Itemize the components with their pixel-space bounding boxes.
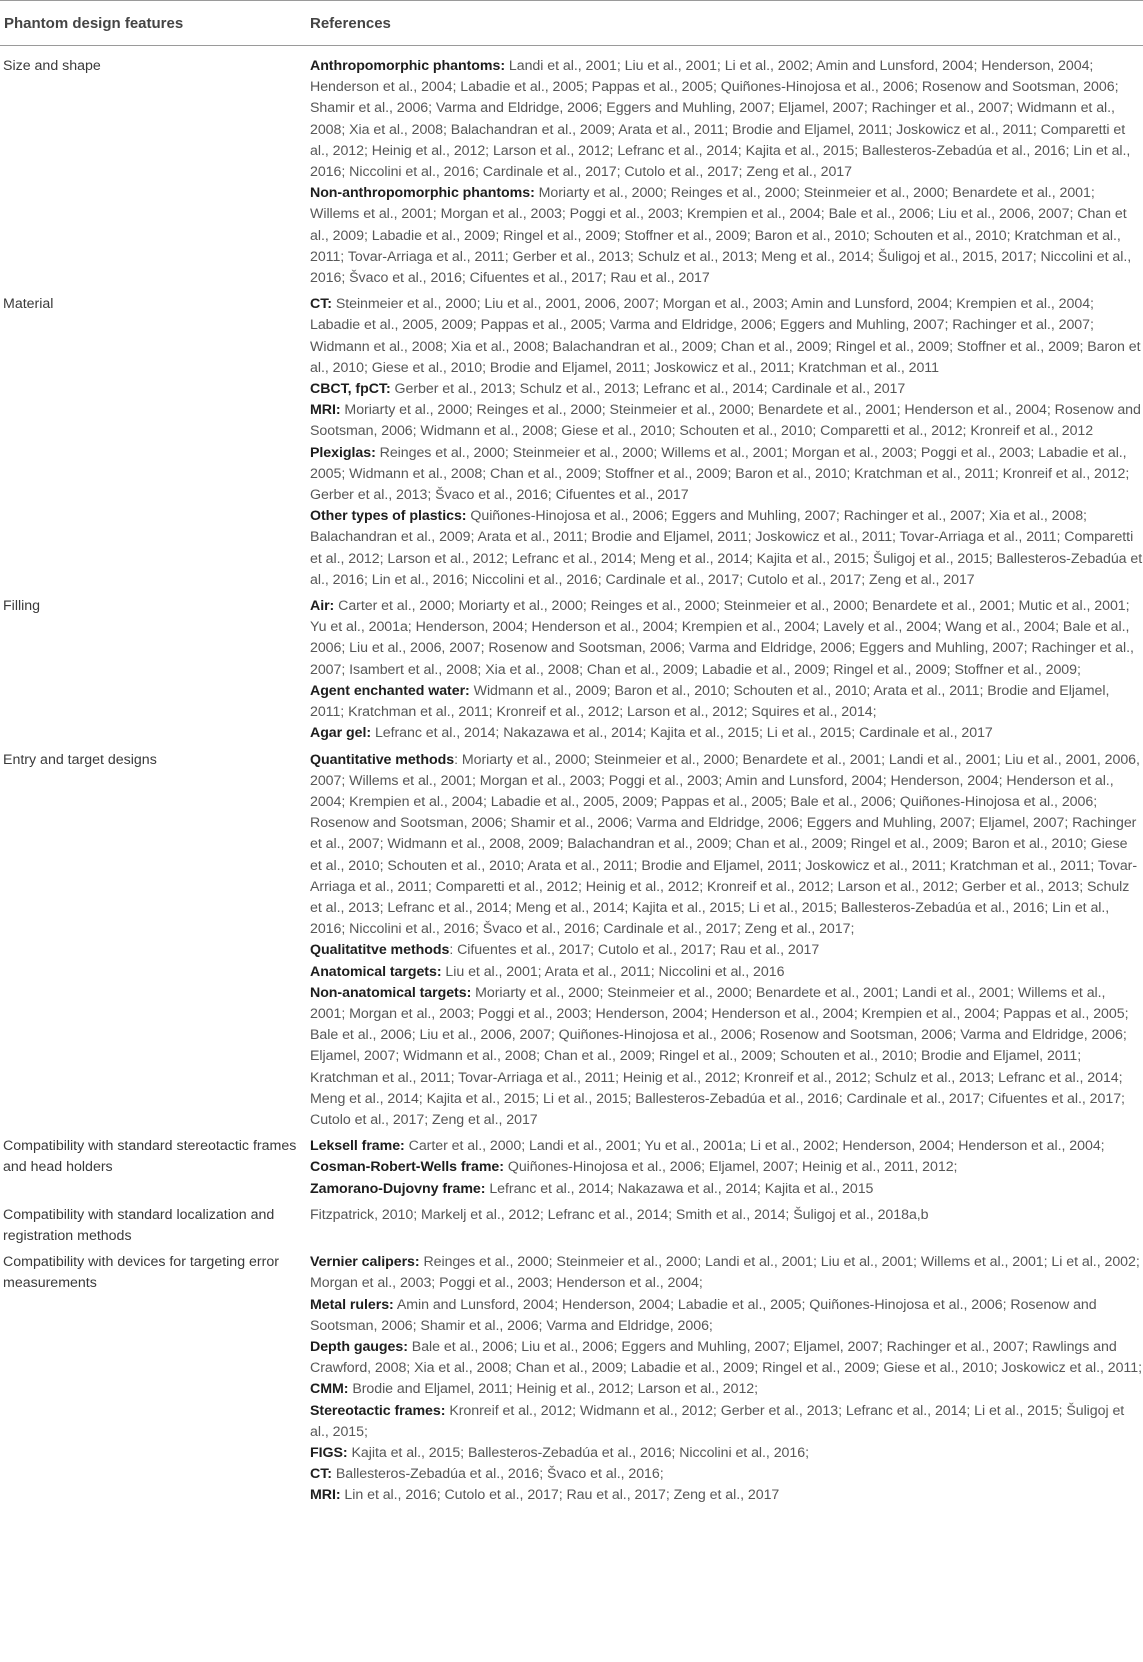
reference-citations: : Moriarty et al., 2000; Steinmeier et al., 2000; Benardete et al., 2001; Landi et al., 2001; Liu et al., 2001, 2006, 2007; Willems et al., 2001; Morgan et al., 2003; Poggi et al., 2003; Amin and Lunsford, 2004; Henderson, 2004; Henderson et al., 2004; Krempien et al., 2004; Labadie et al., 2005, 2009; Pappas et al., 2005; Bale et al., 2006; Quiñones-Hinojosa et al., 2006; Rosenow and Sootsman, 2006; Shamir et al., 2006; Varma and Eldridge, 2006; Eggers and Muhling, 2007; Eljamel, 2007; Rachinger et al., 2007; Widmann et al., 2008, 2009; Balachandran et al., 2009; Chan et al., 2009; Ringel et al., 2009; Baron et al., 2010; Giese et al., 2010; Schouten et al., 2010; Arata et al., 2011; Brodie and Eljamel, 2011; Joskowicz et al., 2011; Kratchman et al., 2011; Tovar-Arriaga et al., 2011; Comparetti et al., 2012; Heinig et al., 2012; Kronreif et al., 2012; Larson et al., 2012; Gerber et al., 2013; Schulz et al., 2013; Lefranc et al., 2014; Meng et al., 2014; Kajita et al., 2015; Li et al., 2015; Ballesteros-Zebadúa et al., 2016; Lin et al., 2016; Niccolini et al., 2016; Švaco et al., 2016; Cardinale et al., 2017; Zeng et al., 2017; [310, 751, 1140, 938]
reference-citations: Kronreif et al., 2012; Widmann et al., 2012; Gerber et al., 2013; Lefranc et al., 2014; Li et al., 2015; Šuligoj et al., 2015; [310, 1402, 1125, 1440]
feature-cell: Entry and target designs [3, 751, 157, 768]
reference-entry [310, 723, 1143, 744]
reference-citations: Quiñones-Hinojosa et al., 2006; Eggers and Muhling, 2007; Rachinger et al., 2007; Xia et al., 2008; Balachandran et al., 2009; Arata et al., 2011; Brodie and Eljamel, 2011; Joskowicz et al., 2011; Tovar-Arriaga et al., 2011; Comparetti et al., 2012; Larson et al., 2012; Lefranc et al., 2014; Meng et al., 2014; Kajita et al., 2015; Šuligoj et al., 2015; Ballesteros-Zebadúa et al., 2016; Lin et al., 2016; Niccolini et al., 2016; Cardinale et al., 2017; Cutolo et al., 2017; Zeng et al., 2017 [310, 508, 1143, 588]
reference-citations: Ballesteros-Zebadúa et al., 2016; Švaco et al., 2016; [331, 1466, 664, 1483]
table-row [0, 289, 1143, 591]
reference-entry [310, 1136, 1143, 1157]
reference-citations: Carter et al., 2000; Landi et al., 2001; Yu et al., 2001a; Li et al., 2002; Henderson, 2004; Henderson et al., 2004; [404, 1138, 1105, 1155]
reference-entry [310, 1443, 1143, 1464]
reference-category-label: Other types of plastics: [310, 508, 467, 525]
reference-entry [310, 1379, 1143, 1400]
table-header [0, 1, 1143, 46]
reference-category-label: Qualitatitve methods [310, 942, 450, 959]
reference-category-label: Vernier calipers: [310, 1254, 420, 1271]
reference-entry [310, 506, 1143, 591]
reference-citations: Lefranc et al., 2014; Nakazawa et al., 2014; Kajita et al., 2015; Li et al., 2015; Cardinale et al., 2017 [371, 725, 993, 742]
reference-citations: Gerber et al., 2013; Schulz et al., 2013; Lefranc et al., 2014; Cardinale et al., 2017 [390, 381, 906, 398]
reference-entry [310, 294, 1143, 379]
reference-category-label: Depth gauges: [310, 1338, 408, 1355]
reference-category-label: Cosman-Robert-Wells frame: [310, 1159, 504, 1176]
reference-category-label: MRI: [310, 402, 341, 419]
table-row [0, 745, 1143, 1132]
reference-entry [310, 443, 1143, 507]
reference-category-label: Agar gel: [310, 725, 372, 742]
feature-cell: Compatibility with standard stereotactic frames and head holders [3, 1138, 297, 1176]
column-header-features: Phantom design features [0, 1, 310, 46]
reference-citations: Moriarty et al., 2000; Reinges et al., 2000; Steinmeier et al., 2000; Benardete et al., 2001; Willems et al., 2001; Morgan et al., 2003; Poggi et al., 2003; Krempien et al., 2004; Bale et al., 2006; Liu et al., 2006, 2007; Chan et al., 2009; Labadie et al., 2009; Ringel et al., 2009; Stoffner et al., 2009; Baron et al., 2010; Schouten et al., 2010; Kratchman et al., 2011; Tovar-Arriaga et al., 2011; Gerber et al., 2013; Schulz et al., 2013; Meng et al., 2014; Šuligoj et al., 2015, 2017; Niccolini et al., 2016; Švaco et al., 2016; Cifuentes et al., 2017; Rau et al., 2017 [310, 185, 1132, 287]
references-cell [310, 745, 1143, 1132]
reference-citations: Widmann et al., 2009; Baron et al., 2010; Schouten et al., 2010; Arata et al., 2011; Brodie and Eljamel, 2011; Kratchman et al., 2011; Kronreif et al., 2012; Larson et al., 2012; Squires et al., 2014; [310, 682, 1110, 721]
reference-citations: Landi et al., 2001; Liu et al., 2001; Li et al., 2002; Amin and Lunsford, 2004; Henderson, 2004; Henderson et al., 2004; Labadie et al., 2005; Pappas et al., 2005; Quiñones-Hinojosa et al., 2006; Rosenow and Sootsman, 2006; Shamir et al., 2006; Varma and Eldridge, 2006; Eggers and Muhling, 2007; Eljamel, 2007; Rachinger et al., 2007; Widmann et al., 2008; Xia et al., 2008; Balachandran et al., 2009; Arata et al., 2011; Brodie and Eljamel, 2011; Joskowicz et al., 2011; Comparetti et al., 2012; Heinig et al., 2012; Larson et al., 2012; Lefranc et al., 2014; Kajita et al., 2015; Ballesteros-Zebadúa et al., 2016; Lin et al., 2016; Niccolini et al., 2016; Cardinale et al., 2017; Cutolo et al., 2017; Zeng et al., 2017 [310, 58, 1131, 181]
reference-category-label: CMM: [310, 1381, 349, 1398]
reference-category-label: MRI: [310, 1487, 341, 1504]
reference-citations: : Cifuentes et al., 2017; Cutolo et al., 2017; Rau et al., 2017 [449, 942, 820, 959]
reference-entry [310, 1464, 1143, 1485]
references-cell [310, 591, 1143, 744]
reference-citations: Moriarty et al., 2000; Reinges et al., 2000; Steinmeier et al., 2000; Benardete et al., 2001; Henderson et al., 2004; Rosenow and Sootsman, 2006; Widmann et al., 2008; Giese et al., 2010; Schouten et al., 2010; Comparetti et al., 2012; Kronreif et al., 2012 [310, 402, 1141, 440]
reference-category-label: Stereotactic frames: [310, 1402, 446, 1419]
reference-entry [310, 1252, 1143, 1294]
header-row [0, 1, 1143, 46]
reference-citations: Reinges et al., 2000; Steinmeier et al., 2000; Landi et al., 2001; Liu et al., 2001; Willems et al., 2001; Li et al., 2002; Morgan et al., 2003; Poggi et al., 2003; Henderson et al., 2004; [310, 1254, 1140, 1292]
reference-category-label: Air: [310, 598, 335, 615]
reference-entry [310, 962, 1143, 983]
references-cell [310, 1247, 1143, 1510]
reference-citations: Steinmeier et al., 2000; Liu et al., 2001, 2006, 2007; Morgan et al., 2003; Amin and Lunsford, 2004; Krempien et al., 2004; Labadie et al., 2005, 2009; Pappas et al., 2005; Varma and Eldridge, 2006; Eggers and Muhling, 2007; Rachinger et al., 2007; Widmann et al., 2008; Xia et al., 2008; Balachandran et al., 2009; Chan et al., 2009; Ringel et al., 2009; Stoffner et al., 2009; Baron et al., 2010; Giese et al., 2010; Brodie and Eljamel, 2011; Joskowicz et al., 2011; Kratchman et al., 2011 [310, 296, 1141, 376]
column-header-references: References [310, 1, 1143, 46]
reference-entry [310, 681, 1143, 723]
reference-citations: Reinges et al., 2000; Steinmeier et al., 2000; Willems et al., 2001; Morgan et al., 2003; Poggi et al., 2003; Labadie et al., 2005; Widmann et al., 2008; Chan et al., 2009; Stoffner et al., 2009; Baron et al., 2010; Kratchman et al., 2011; Kronreif et al., 2012; Gerber et al., 2013; Švaco et al., 2016; Cifuentes et al., 2017 [310, 444, 1130, 504]
reference-category-label: Zamorano-Dujovny frame: [310, 1180, 486, 1197]
reference-entry [310, 596, 1143, 681]
reference-category-label: CBCT, fpCT: [310, 381, 391, 398]
reference-category-label: CT: [310, 1466, 332, 1483]
reference-entry [310, 1485, 1143, 1506]
reference-category-label: CT: [310, 296, 332, 313]
reference-entry [310, 1179, 1143, 1200]
reference-entry [310, 1401, 1143, 1443]
reference-category-label: FIGS: [310, 1445, 348, 1461]
reference-citations: Kajita et al., 2015; Ballesteros-Zebadúa et al., 2016; Niccolini et al., 2016; [347, 1445, 809, 1461]
reference-category-label: Anatomical targets: [310, 963, 442, 980]
reference-citations: Lefranc et al., 2014; Nakazawa et al., 2014; Kajita et al., 2015 [485, 1180, 874, 1197]
reference-category-label: Agent enchanted water: [310, 682, 470, 699]
references-cell [310, 1200, 1143, 1247]
table-row [0, 1200, 1143, 1247]
reference-category-label: Plexiglas: [310, 444, 376, 461]
references-cell [310, 46, 1143, 290]
reference-citations: Bale et al., 2006; Liu et al., 2006; Eggers and Muhling, 2007; Eljamel, 2007; Rachinger et al., 2007; Rawlings and Crawford, 2008; Xia et al., 2008; Chan et al., 2009; Labadie et al., 2009; Ringel et al., 2009; Giese et al., 2010; Joskowicz et al., 2011; [310, 1338, 1142, 1377]
reference-category-label: Non-anatomical targets: [310, 984, 472, 1001]
references-cell [310, 1131, 1143, 1200]
reference-citations: Liu et al., 2001; Arata et al., 2011; Niccolini et al., 2016 [441, 963, 785, 980]
reference-citations: Amin and Lunsford, 2004; Henderson, 2004; Labadie et al., 2005; Quiñones-Hinojosa et al., 2006; Rosenow and Sootsman, 2006; Shamir et al., 2006; Varma and Eldridge, 2006; [310, 1296, 1097, 1334]
reference-entry [310, 56, 1143, 183]
reference-entry [310, 750, 1143, 941]
reference-category-label: Anthropomorphic phantoms: [310, 58, 505, 74]
reference-entry [310, 983, 1143, 1131]
feature-cell: Size and shape [3, 58, 101, 74]
reference-entry [310, 379, 1143, 400]
table-row [0, 591, 1143, 744]
table-row [0, 1247, 1143, 1510]
reference-entry [310, 1205, 1143, 1226]
feature-cell: Compatibility with devices for targeting error measurements [3, 1254, 279, 1292]
reference-citations: Quiñones-Hinojosa et al., 2006; Eljamel, 2007; Heinig et al., 2011, 2012; [503, 1159, 958, 1176]
reference-entry [310, 940, 1143, 961]
reference-citations: Brodie and Eljamel, 2011; Heinig et al., 2012; Larson et al., 2012; [348, 1381, 759, 1398]
feature-cell: Compatibility with standard localization and registration methods [3, 1206, 275, 1244]
table-row [0, 46, 1143, 290]
reference-citations: Moriarty et al., 2000; Steinmeier et al., 2000; Benardete et al., 2001; Landi et al., 2001; Willems et al., 2001; Morgan et al., 2003; Poggi et al., 2003; Henderson, 2004; Henderson et al., 2004; Krempien et al., 2004; Pappas et al., 2005; Bale et al., 2006; Liu et al., 2006, 2007; Quiñones-Hinojosa et al., 2006; Rosenow and Sootsman, 2006; Varma and Eldridge, 2006; Eljamel, 2007; Widmann et al., 2008; Chan et al., 2009; Ringel et al., 2009; Schouten et al., 2010; Brodie and Eljamel, 2011; Kratchman et al., 2011; Tovar-Arriaga et al., 2011; Heinig et al., 2012; Kronreif et al., 2012; Schulz et al., 2013; Lefranc et al., 2014; Meng et al., 2014; Kajita et al., 2015; Li et al., 2015; Ballesteros-Zebadúa et al., 2016; Cardinale et al., 2017; Cifuentes et al., 2017; Cutolo et al., 2017; Zeng et al., 2017 [310, 984, 1129, 1128]
feature-cell: Material [3, 296, 54, 313]
feature-cell: Filling [3, 598, 41, 615]
reference-citations: Lin et al., 2016; Cutolo et al., 2017; Rau et al., 2017; Zeng et al., 2017 [340, 1487, 780, 1504]
reference-citations: Carter et al., 2000; Moriarty et al., 2000; Reinges et al., 2000; Steinmeier et al., 2000; Benardete et al., 2001; Mutic et al., 2001; Yu et al., 2001a; Henderson, 2004; Henderson et al., 2004; Krempien et al., 2004; Lavely et al., 2004; Wang et al., 2004; Bale et al., 2006; Liu et al., 2006, 2007; Rosenow and Sootsman, 2006; Varma and Eldridge, 2006; Eggers and Muhling, 2007; Rachinger et al., 2007; Isambert et al., 2008; Xia et al., 2008; Chan et al., 2009; Labadie et al., 2009; Ringel et al., 2009; Stoffner et al., 2009; [310, 598, 1134, 678]
reference-category-label: Metal rulers: [310, 1296, 394, 1313]
reference-entry [310, 1295, 1143, 1337]
reference-entry [310, 400, 1143, 442]
table-row [0, 1131, 1143, 1200]
reference-entry [310, 1157, 1143, 1178]
table-body [0, 46, 1143, 1511]
references-cell [310, 289, 1143, 591]
reference-category-label: Quantitative methods [310, 751, 455, 768]
reference-category-label: Non-anthropomorphic phantoms: [310, 185, 535, 202]
reference-entry [310, 1337, 1143, 1379]
reference-category-label: Leksell frame: [310, 1138, 405, 1155]
reference-entry [310, 183, 1143, 289]
reference-citations: Fitzpatrick, 2010; Markelj et al., 2012; Lefranc et al., 2014; Smith et al., 2014; Šuligoj et al., 2018a,b [310, 1206, 929, 1223]
